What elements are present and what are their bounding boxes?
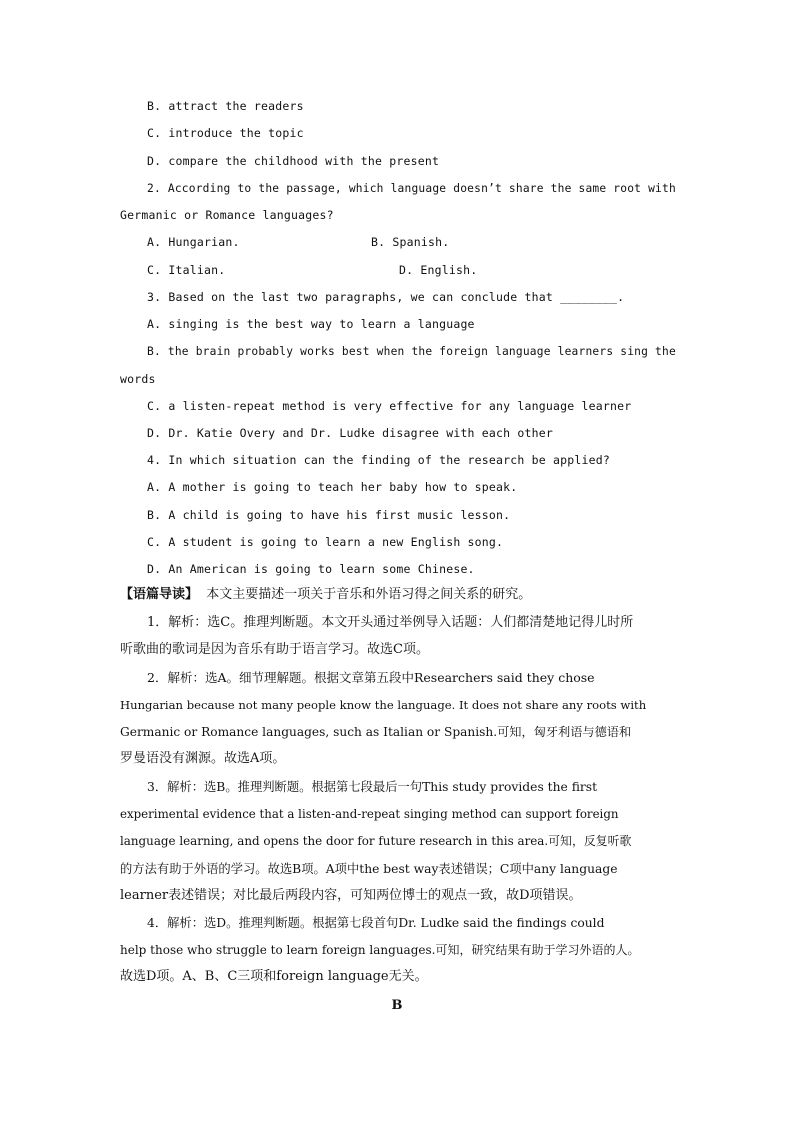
reading-guide-text: 本文主要描述一项关于音乐和外语习得之间关系的研究。 — [198, 587, 532, 602]
answer-3-line4: 的方法有助于外语的学习。故选B项。A项中the best way表述错误；C项中any language — [120, 862, 618, 876]
answer-3-line1: 3．解析：选B。推理判断题。根据第七段最后一句This study provides the first — [147, 780, 598, 794]
q2-stem-line2: Germanic or Romance languages? — [120, 208, 334, 222]
answer-3-line5: learner表述错误；对比最后两段内容，可知两位博士的观点一致，故D项错误。 — [120, 888, 582, 903]
reading-guide-label: 【语篇导读】 — [120, 587, 199, 602]
q1-option-c: C. introduce the topic — [147, 126, 304, 140]
q4-option-b: B. A child is going to have his first music lesson. — [147, 508, 511, 522]
answer-1-line2: 听歌曲的歌词是因为音乐有助于语言学习。故选C项。 — [120, 642, 429, 657]
q3-option-d: D. Dr. Katie Overy and Dr. Ludke disagree with each other — [147, 426, 554, 440]
q2-stem-line1: 2. According to the passage, which language doesn’t share the same root with — [147, 181, 676, 195]
q3-option-c: C. a listen-repeat method is very effective for any language learner — [147, 399, 632, 413]
answer-4-line1: 4．解析：选D。推理判断题。根据第七段首句Dr. Ludke said the findings could — [147, 916, 605, 930]
q1-option-b: B. attract the readers — [147, 99, 304, 113]
answer-2-line1: 2．解析：选A。细节理解题。根据文章第五段中Researchers said they chose — [147, 670, 595, 685]
answer-4-line2: help those who struggle to learn foreign languages.可知，研究结果有助于学习外语的人。 — [120, 943, 640, 957]
q3-option-b-line1: B. the brain probably works best when the foreign language learners sing the — [147, 344, 676, 358]
q3-option-a: A. singing is the best way to learn a language — [147, 317, 475, 331]
answer-2-line2: Hungarian because not many people know the language. It does not share any roots with — [120, 698, 647, 712]
answer-3-line3: language learning, and opens the door for future research in this area.可知，反复听歌 — [120, 834, 632, 848]
answer-2-line3: Germanic or Romance languages, such as Italian or Spanish.可知，匈牙利语与德语和 — [120, 725, 632, 739]
q1-option-d: D. compare the childhood with the present — [147, 154, 440, 168]
q3-option-b-line2: words — [120, 372, 156, 386]
q2-option-c: C. Italian. — [147, 263, 226, 277]
q2-option-d: D. English. — [399, 263, 478, 277]
q4-option-c: C. A student is going to learn a new English song. — [147, 535, 504, 549]
q4-option-d: D. An American is going to learn some Chinese. — [147, 562, 475, 576]
q4-option-a: A. A mother is going to teach her baby how to speak. — [147, 480, 518, 494]
q3-stem: 3. Based on the last two paragraphs, we can conclude that ________. — [147, 290, 625, 304]
q2-option-a: A. Hungarian. — [147, 235, 240, 249]
answer-3-line2: experimental evidence that a listen-and-repeat singing method can support foreign — [120, 807, 619, 821]
answer-4-line3: 故选D项。A、B、C三项和foreign language无关。 — [120, 969, 428, 984]
answer-2-line4: 罗曼语没有渊源。故选A项。 — [120, 751, 286, 766]
q4-stem: 4. In which situation can the finding of the research be applied? — [147, 453, 611, 467]
reading-guide — [120, 587, 531, 603]
answer-1-line1: 1．解析：选C。推理判断题。本文开头通过举例导入话题：人们都清楚地记得儿时所 — [147, 615, 634, 630]
q2-option-b: B. Spanish. — [371, 235, 450, 249]
section-marker: B — [391, 998, 403, 1013]
